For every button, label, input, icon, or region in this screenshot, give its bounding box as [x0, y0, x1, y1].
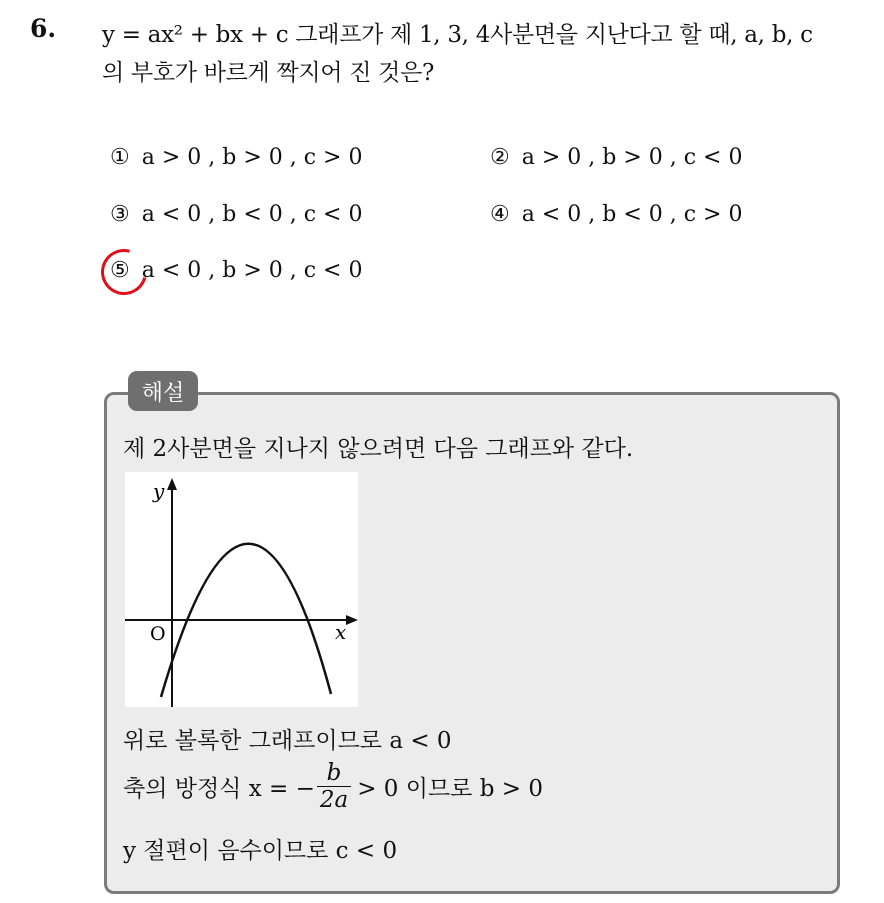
choice-5-mark: ⑤ [110, 258, 130, 283]
question-number: 6. [30, 14, 57, 43]
question-text-line2: 의 부호가 바르게 짝지어 진 것은? [102, 60, 435, 86]
solution-line2 [123, 760, 543, 813]
x-axis-arrow [346, 615, 358, 625]
solution-line2-suffix: > 0 이므로 b > 0 [357, 776, 543, 802]
choice-2-text: a > 0 , b > 0 , c < 0 [521, 145, 743, 170]
fraction [317, 760, 351, 813]
choice-5-text: a < 0 , b > 0 , c < 0 [141, 258, 363, 283]
x-axis-label: x [335, 620, 347, 644]
question-text-line1: y = ax² + bx + c 그래프가 제 1, 3, 4사분면을 지난다고 할 때, a, b, c [102, 22, 813, 48]
choice-5[interactable] [110, 258, 362, 283]
fraction-denominator: 2a [317, 786, 351, 813]
solution-line3: y 절편이 음수이므로 c < 0 [123, 838, 398, 864]
choice-2-mark: ② [490, 145, 510, 170]
choice-1[interactable] [110, 145, 362, 170]
solution-line1: 위로 볼록한 그래프이므로 a < 0 [123, 728, 452, 754]
y-axis-label: y [153, 479, 165, 503]
answer-circle-mark [93, 241, 156, 304]
choice-4-text: a < 0 , b < 0 , c > 0 [521, 202, 743, 227]
solution-intro: 제 2사분면을 지나지 않으려면 다음 그래프와 같다. [123, 436, 634, 462]
choice-1-mark: ① [110, 145, 130, 170]
parabola-graph [125, 472, 358, 707]
choice-4[interactable] [490, 202, 742, 227]
solution-line2-prefix: 축의 방정식 x = − [123, 776, 315, 802]
choice-2[interactable] [490, 145, 742, 170]
parabola-graph-svg [125, 472, 358, 707]
y-axis-arrow [167, 478, 177, 490]
fraction-numerator: b [326, 760, 342, 786]
choice-3-mark: ③ [110, 202, 130, 227]
solution-tag: 해설 [128, 371, 198, 411]
choice-4-mark: ④ [490, 202, 510, 227]
choice-1-text: a > 0 , b > 0 , c > 0 [141, 145, 363, 170]
origin-label: O [150, 623, 166, 645]
choice-3[interactable] [110, 202, 362, 227]
choice-3-text: a < 0 , b < 0 , c < 0 [141, 202, 363, 227]
